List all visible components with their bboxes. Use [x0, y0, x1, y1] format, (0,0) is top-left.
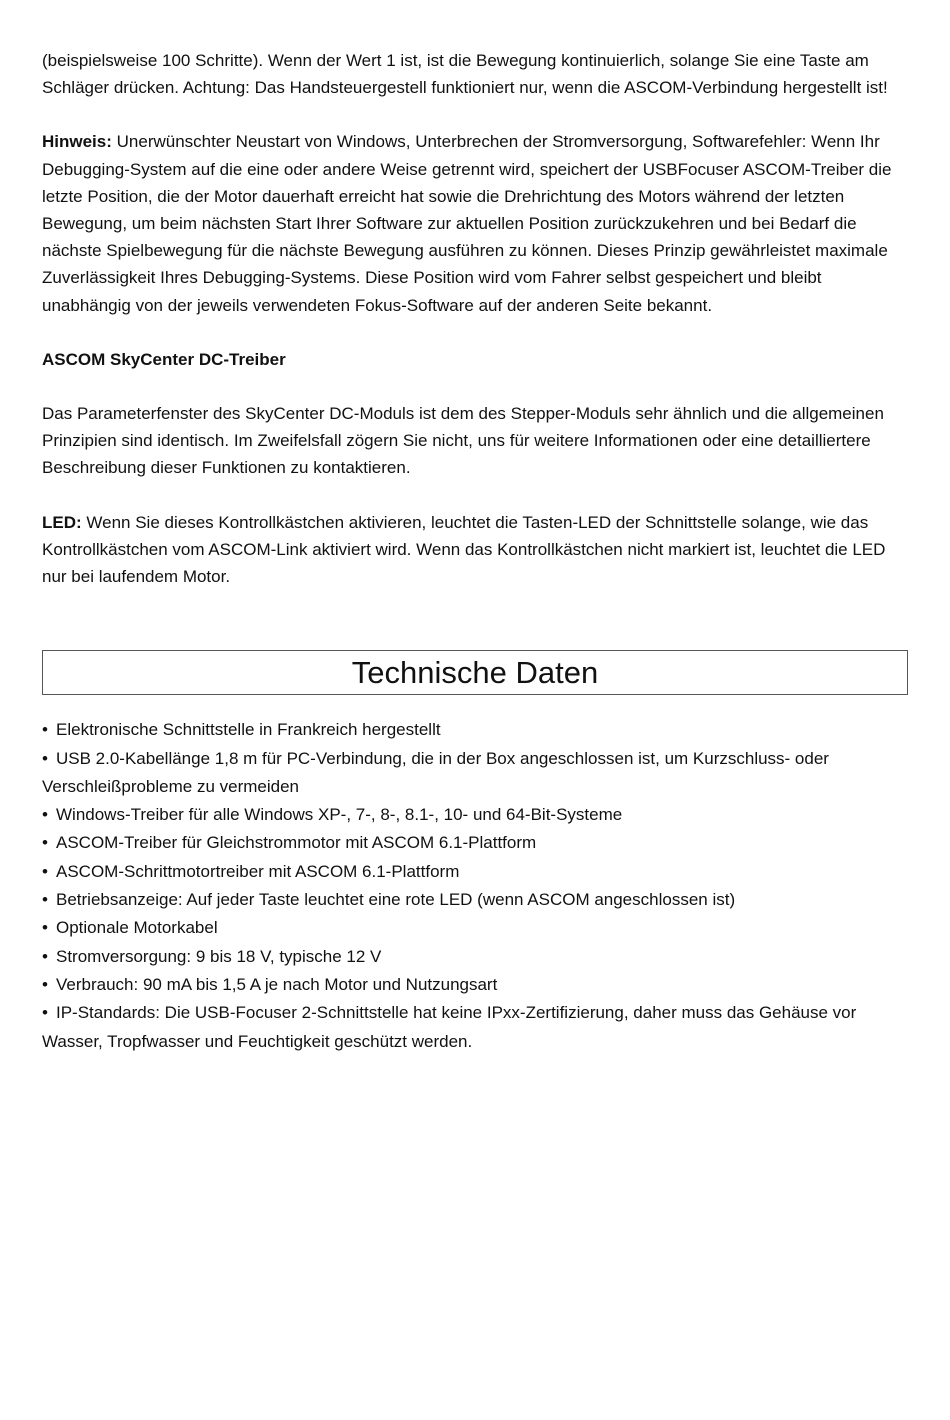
intro-paragraph — [42, 47, 908, 101]
bullet-glyph: • — [42, 720, 48, 740]
bullet-glyph: • — [42, 890, 48, 910]
tech-section-box — [42, 650, 908, 695]
document-page — [42, 47, 908, 1056]
bullet-glyph: • — [42, 861, 48, 881]
list-item — [42, 716, 908, 744]
bullet-glyph: • — [42, 833, 48, 853]
list-item — [42, 886, 908, 914]
led-label: LED: — [42, 512, 82, 532]
led-text: Wenn Sie dieses Kontrollkästchen aktivieren, leuchtet die Tasten-LED der Schnittstelle solange, wie das Kontrollkästchen vom ASCOM-Link aktiviert wird. Wenn das Kontrollkästchen nicht markiert ist, leuchtet die LED nur bei laufendem Motor. — [42, 512, 886, 587]
intro-text: (beispielsweise 100 Schritte). Wenn der Wert 1 ist, ist die Bewegung kontinuierlich, solange Sie eine Taste am Schläger drücken. Achtung: Das Handsteuergestell funktioniert nur, wenn die ASCOM-Verbindung hergestellt ist! — [42, 51, 888, 98]
list-item — [42, 745, 908, 802]
list-item-text: Windows-Treiber für alle Windows XP-, 7-, 8-, 8.1-, 10- und 64-Bit-Systeme — [56, 805, 623, 825]
note-label: Hinweis: — [42, 132, 112, 152]
driver-section-text: Das Parameterfenster des SkyCenter DC-Moduls ist dem des Stepper-Moduls sehr ähnlich und die allgemeinen Prinzipien sind identisch. Im Zweifelsfall zögern Sie nicht, uns für weitere Informationen oder eine detailliertere Beschreibung dieser Funktionen zu kontaktieren. — [42, 404, 884, 478]
tech-spec-list — [42, 716, 908, 1056]
list-item — [42, 829, 908, 857]
tech-section-title: Technische Daten — [351, 655, 599, 691]
list-item — [42, 999, 908, 1056]
note-paragraph — [42, 128, 908, 318]
driver-section-heading: ASCOM SkyCenter DC-Treiber — [42, 349, 286, 369]
bullet-glyph: • — [42, 805, 48, 825]
list-item-text: ASCOM-Treiber für Gleichstrommotor mit ASCOM 6.1-Plattform — [56, 833, 537, 853]
list-item-text: Elektronische Schnittstelle in Frankreich hergestellt — [56, 720, 441, 740]
bullet-glyph: • — [42, 748, 48, 768]
list-item — [42, 971, 908, 999]
list-item — [42, 801, 908, 829]
bullet-glyph: • — [42, 974, 48, 994]
bullet-glyph: • — [42, 918, 48, 938]
list-item — [42, 858, 908, 886]
driver-section-paragraph — [42, 400, 908, 482]
list-item — [42, 943, 908, 971]
list-item-text: Verbrauch: 90 mA bis 1,5 A je nach Motor und Nutzungsart — [56, 974, 498, 994]
list-item-text: Optionale Motorkabel — [56, 918, 218, 938]
list-item-text: IP-Standards: Die USB-Focuser 2-Schnittstelle hat keine IPxx-Zertifizierung, daher muss das Gehäuse vor Wasser, Tropfwasser und Feuchtigkeit geschützt werden. — [42, 1003, 857, 1051]
list-item-text: Stromversorgung: 9 bis 18 V, typische 12 V — [56, 946, 382, 966]
list-item-text: ASCOM-Schrittmotortreiber mit ASCOM 6.1-Plattform — [56, 861, 460, 881]
led-paragraph — [42, 509, 908, 591]
list-item-text: USB 2.0-Kabellänge 1,8 m für PC-Verbindung, die in der Box angeschlossen ist, um Kurzschluss- oder Verschleißprobleme zu vermeiden — [42, 748, 829, 796]
list-item-text: Betriebsanzeige: Auf jeder Taste leuchtet eine rote LED (wenn ASCOM angeschlossen ist) — [56, 890, 736, 910]
bullet-glyph: • — [42, 1003, 48, 1023]
note-text: Unerwünschter Neustart von Windows, Unterbrechen der Stromversorgung, Softwarefehler: Wenn Ihr Debugging-System auf die eine oder andere Weise getrennt wird, speichert der USBFocuser ASCOM-Treiber die letzte Position, die der Motor dauerhaft erreicht hat sowie die Drehrichtung des Motors während der letzten Bewegung, um beim nächsten Start Ihrer Software zur aktuellen Position zurückzukehren und bei Bedarf die nächste Spielbewegung für die nächste Bewegung ausführen zu können. Dieses Prinzip gewährleistet maximale Zuverlässigkeit Ihres Debugging-Systems. Diese Position wird vom Fahrer selbst gespeichert und bleibt unabhängig von der jeweils verwendeten Fokus-Software auf der anderen Seite bekannt. — [42, 132, 892, 315]
list-item — [42, 914, 908, 942]
bullet-glyph: • — [42, 946, 48, 966]
